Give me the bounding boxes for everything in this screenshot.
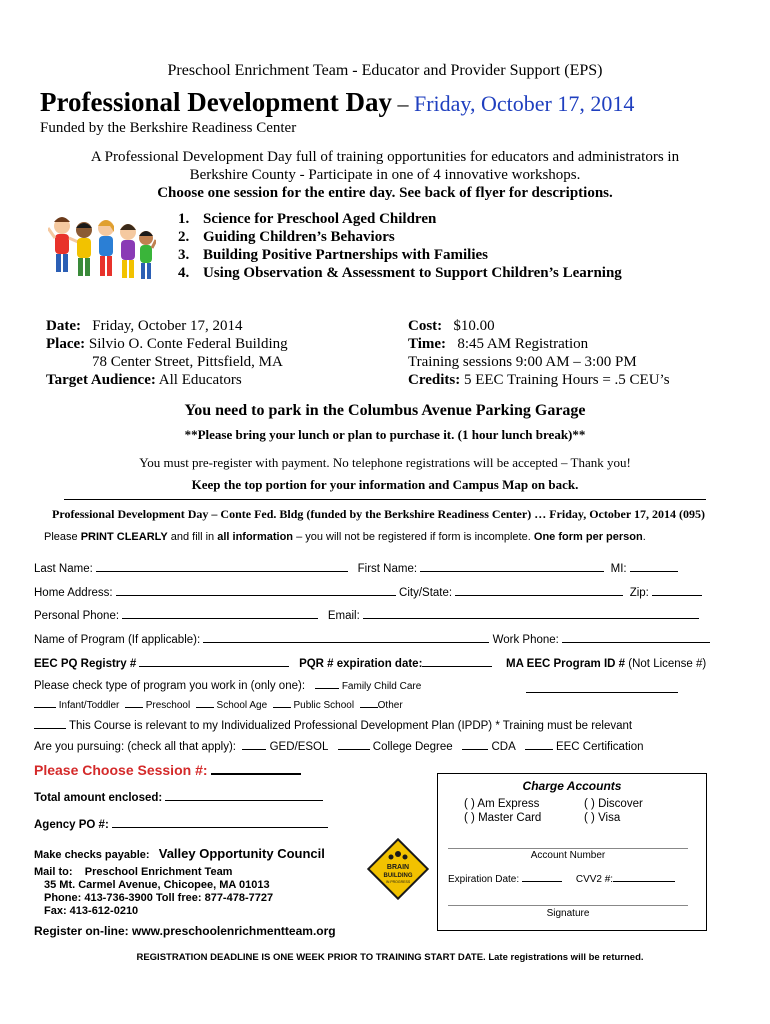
name-row xyxy=(34,563,678,575)
ipdp-row xyxy=(34,720,632,732)
logo-text-1: BRAIN xyxy=(386,864,410,871)
home-address-label: Home Address: xyxy=(34,587,113,599)
ma-eec-id: MA EEC Program ID # (Not License #) xyxy=(506,658,707,670)
ipdp-label: This Course is relevant to my Individualized Professional Development Plan (IPDP) * Training must be relevant xyxy=(69,720,633,732)
visa-option[interactable]: ( ) Visa xyxy=(584,812,621,824)
choose-session-field[interactable] xyxy=(211,773,301,775)
keep-note: Keep the top portion for your information and Campus Map on back. xyxy=(191,477,579,492)
city-state-label: City/State: xyxy=(399,587,453,599)
form-instructions: Please PRINT CLEARLY and fill in all information – you will not be registered if form is incomplete. One form per person. xyxy=(44,531,646,543)
funded-by: Funded by the Berkshire Readiness Center xyxy=(40,120,297,136)
mail-fax: Fax: 413-612-0210 xyxy=(44,905,139,917)
agency-po-field[interactable] xyxy=(112,826,328,828)
cost-label: Cost: xyxy=(408,318,443,334)
email-field[interactable] xyxy=(363,617,699,619)
register-online[interactable]: Register on-line: www.preschoolenrichmentteam.org xyxy=(34,924,336,938)
title-main: Professional Development Day xyxy=(40,87,392,117)
college-check[interactable] xyxy=(338,748,370,750)
personal-phone-field[interactable] xyxy=(122,617,318,619)
place-label: Place: xyxy=(46,336,86,352)
session-item: 4. Using Observation & Assessment to Support Children’s Learning xyxy=(178,265,622,281)
public-school-label: Public School xyxy=(293,700,355,711)
ma-eec-id-field[interactable] xyxy=(526,692,678,693)
place-address: 78 Center Street, Pittsfield, MA xyxy=(92,354,283,370)
pqr-exp-label: PQR # expiration date: xyxy=(299,658,423,670)
family-child-care-label: Family Child Care xyxy=(341,681,422,692)
program-name-field[interactable] xyxy=(203,641,489,643)
eec-cert-label: EEC Certification xyxy=(555,741,644,753)
preschool-check[interactable] xyxy=(125,706,143,708)
cda-check[interactable] xyxy=(462,748,488,750)
checks-label: Make checks payable: xyxy=(34,849,150,861)
eec-pq-field[interactable] xyxy=(139,665,289,667)
first-name-label: First Name: xyxy=(357,563,418,575)
work-phone-label: Work Phone: xyxy=(492,634,559,646)
account-number-label: Account Number xyxy=(530,850,606,861)
brain-building-logo xyxy=(367,838,429,900)
children-illustration xyxy=(48,206,156,290)
home-address-field[interactable] xyxy=(116,594,396,596)
mail-street: 35 Mt. Carmel Avenue, Chicopee, MA 01013 xyxy=(44,879,270,891)
other-label: Other xyxy=(377,700,403,711)
date-label: Date: xyxy=(46,318,81,334)
preschool-label: Preschool xyxy=(145,700,191,711)
ged-label: GED/ESOL xyxy=(269,741,328,753)
personal-phone-label: Personal Phone: xyxy=(34,610,120,622)
intro-line-2: Berkshire County - Participate in one of 4 innovative workshops. xyxy=(189,167,581,183)
mail-phone: Phone: 413-736-3900 Toll free: 877-478-7727 xyxy=(44,892,274,904)
public-school-check[interactable] xyxy=(273,706,291,708)
zip-field[interactable] xyxy=(652,594,702,596)
preregister-note: You must pre-register with payment. No telephone registrations will be accepted – Thank you! xyxy=(139,455,631,470)
family-child-care-check[interactable] xyxy=(315,687,339,689)
account-number-field[interactable] xyxy=(448,848,688,849)
intro xyxy=(0,148,770,202)
time-label: Time: xyxy=(408,336,447,352)
mail-name: Preschool Enrichment Team xyxy=(84,866,233,878)
check-type-label: Please check type of program you work in (only one): xyxy=(34,680,306,692)
checks-row xyxy=(34,846,325,861)
place-value: Silvio O. Conte Federal Building xyxy=(88,336,288,352)
session-item: 1. Science for Preschool Aged Children xyxy=(178,211,437,227)
mi-label: MI: xyxy=(610,563,627,575)
title-dash: – xyxy=(391,91,414,116)
school-age-check[interactable] xyxy=(196,706,214,708)
agency-po-row xyxy=(34,819,328,831)
session-item: 2. Guiding Children’s Behaviors xyxy=(178,229,395,245)
lunch-note: **Please bring your lunch or plan to purchase it. (1 hour lunch break)** xyxy=(184,427,586,442)
school-age-label: School Age xyxy=(216,700,268,711)
time-value: 8:45 AM Registration xyxy=(457,336,589,352)
ged-check[interactable] xyxy=(242,748,266,750)
first-name-field[interactable] xyxy=(420,570,604,572)
work-phone-field[interactable] xyxy=(562,641,710,643)
cda-label: CDA xyxy=(491,741,516,753)
expiration-row xyxy=(448,874,675,885)
details-left xyxy=(46,317,288,389)
expiration-label: Expiration Date: xyxy=(448,874,520,885)
audience-label: Target Audience: xyxy=(46,372,156,388)
mastercard-option[interactable]: ( ) Master Card xyxy=(464,812,542,824)
mail-block xyxy=(34,866,273,918)
ipdp-check[interactable] xyxy=(34,727,66,729)
phone-email-row xyxy=(34,610,699,622)
title-date: Friday, October 17, 2014 xyxy=(413,91,635,116)
college-label: College Degree xyxy=(372,741,453,753)
pqr-exp-field[interactable] xyxy=(422,665,492,667)
total-field[interactable] xyxy=(165,799,323,801)
charge-accounts-box xyxy=(437,773,707,931)
credits-label: Credits: xyxy=(408,372,461,388)
signature-label: Signature xyxy=(546,908,590,919)
last-name-label: Last Name: xyxy=(34,563,93,575)
mail-label: Mail to: xyxy=(34,866,73,878)
pursuing-label: Are you pursuing: (check all that apply): xyxy=(34,741,236,753)
expiration-field[interactable] xyxy=(522,880,562,882)
session-item: 3. Building Positive Partnerships with Families xyxy=(178,247,489,263)
mi-field[interactable] xyxy=(630,570,678,572)
eec-row xyxy=(34,658,492,670)
logo-text-3: IN PROGRESS xyxy=(385,880,411,884)
parking-headline: You need to park in the Columbus Avenue Parking Garage xyxy=(184,402,586,419)
total-row xyxy=(34,792,323,804)
sessions-list xyxy=(178,210,622,282)
org-header: Preschool Enrichment Team - Educator and Provider Support (EPS) xyxy=(167,62,603,79)
cut-divider xyxy=(64,499,706,500)
charge-title: Charge Accounts xyxy=(522,779,622,793)
credits-value: 5 EEC Training Hours = .5 CEU’s xyxy=(463,372,670,388)
city-state-field[interactable] xyxy=(455,594,623,596)
address-row xyxy=(34,587,702,599)
page-title xyxy=(40,87,634,118)
program-name-label: Name of Program (If applicable): xyxy=(34,634,201,646)
signature-field[interactable] xyxy=(448,905,688,906)
program-row xyxy=(34,634,710,646)
eec-pq-label: EEC PQ Registry # xyxy=(34,658,137,670)
training-hours: Training sessions 9:00 AM – 3:00 PM xyxy=(408,354,637,370)
zip-label: Zip: xyxy=(629,587,649,599)
details-right xyxy=(408,317,670,389)
agency-po-label: Agency PO #: xyxy=(34,819,109,831)
checks-value: Valley Opportunity Council xyxy=(158,846,325,861)
cost-value: $10.00 xyxy=(453,318,495,334)
program-type-row xyxy=(34,680,421,692)
email-label: Email: xyxy=(327,610,360,622)
other-check[interactable] xyxy=(360,706,378,708)
last-name-field[interactable] xyxy=(96,570,348,572)
amex-option[interactable]: ( ) Am Express xyxy=(464,798,540,810)
infant-toddler-label: Infant/Toddler xyxy=(58,700,120,711)
intro-line-1: A Professional Development Day full of training opportunities for educators and administrators in xyxy=(90,149,680,165)
eec-cert-check[interactable] xyxy=(525,748,553,750)
intro-line-3: Choose one session for the entire day. See back of flyer for descriptions. xyxy=(157,185,613,201)
audience-value: All Educators xyxy=(158,372,242,388)
program-type-options xyxy=(34,700,403,711)
total-label: Total amount enclosed: xyxy=(34,792,163,804)
cvv-label: CVV2 #: xyxy=(575,874,614,885)
choose-session: Please Choose Session #: xyxy=(34,762,301,778)
date-value: Friday, October 17, 2014 xyxy=(92,318,243,334)
infant-toddler-check[interactable] xyxy=(34,706,56,708)
cvv-field[interactable] xyxy=(613,880,675,882)
deadline-note: REGISTRATION DEADLINE IS ONE WEEK PRIOR TO TRAINING START DATE. Late registrations will be returned. xyxy=(136,952,644,963)
form-title: Professional Development Day – Conte Fed. Bldg (funded by the Berkshire Readiness Center) … Friday, October 17, 2014 (095) xyxy=(52,507,705,521)
discover-option[interactable]: ( ) Discover xyxy=(584,798,643,810)
logo-text-2: BUILDING xyxy=(383,873,413,879)
pursuing-row xyxy=(34,741,644,753)
